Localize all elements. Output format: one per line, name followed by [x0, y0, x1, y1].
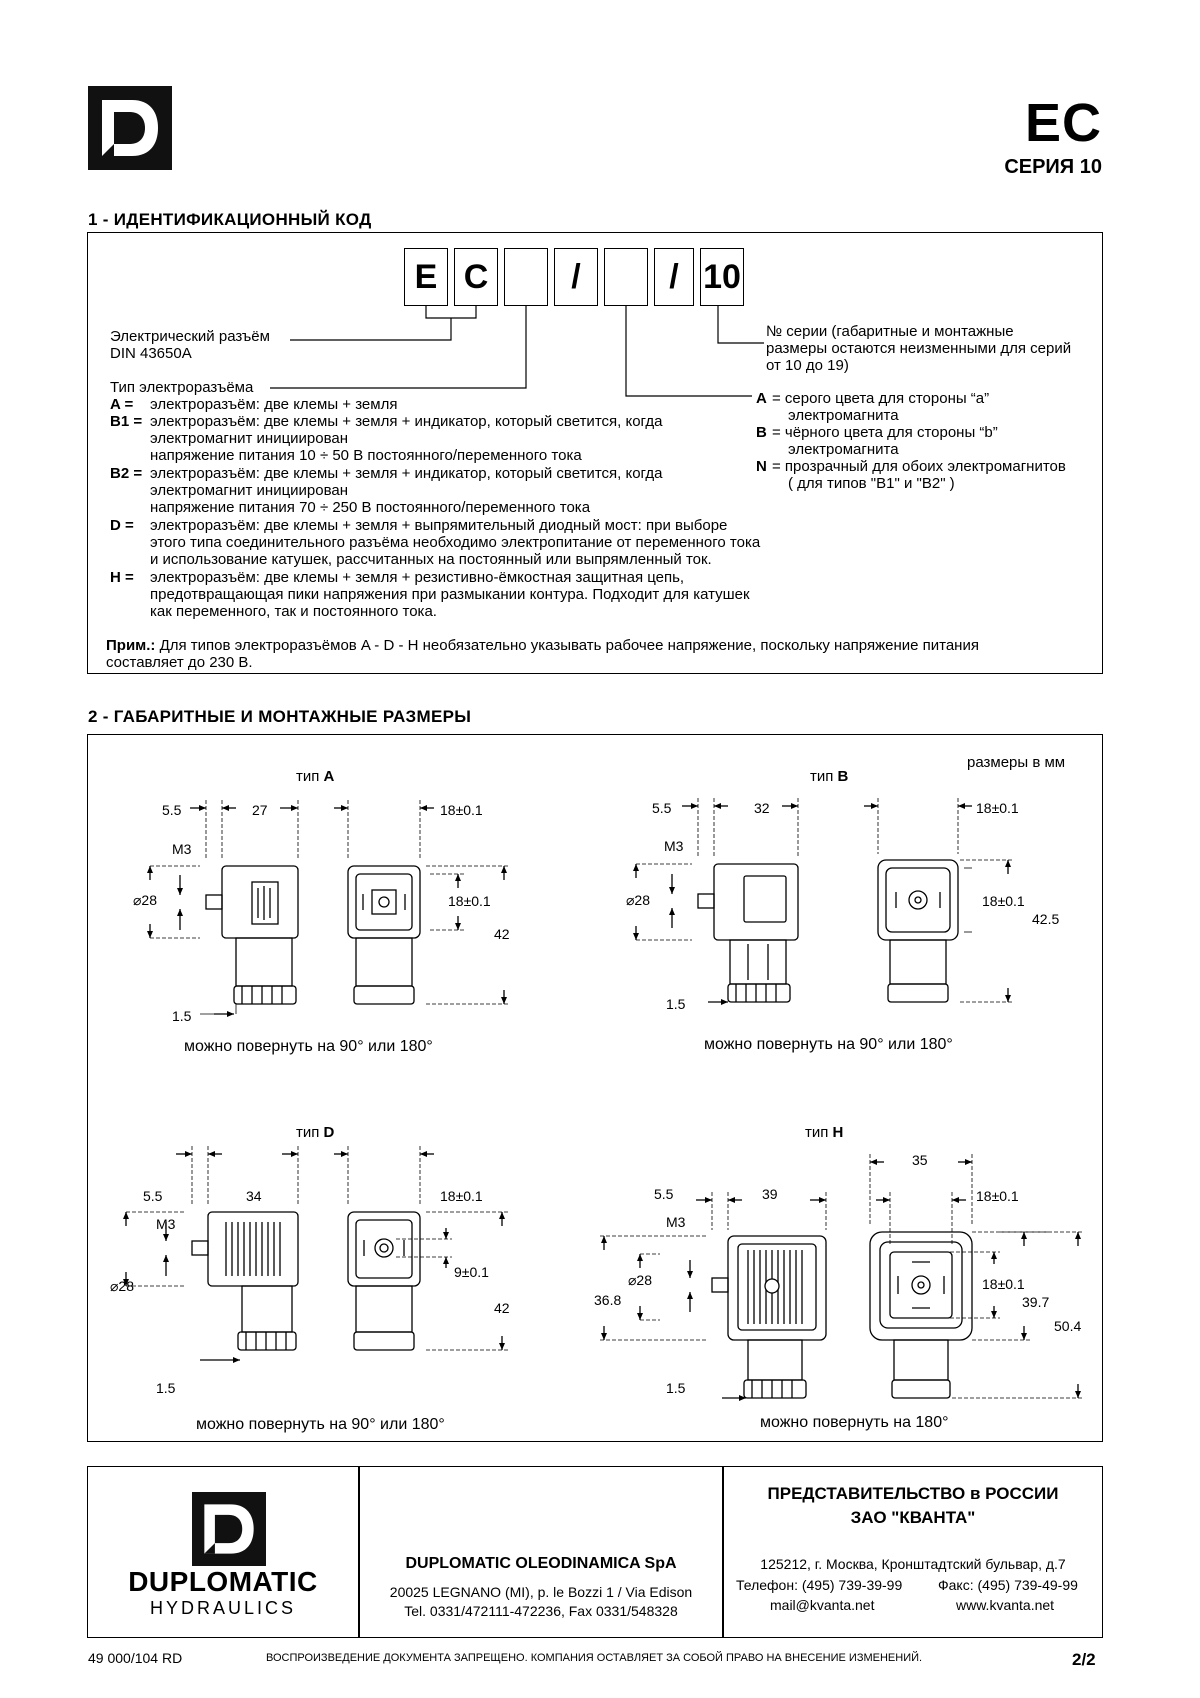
- dim-h-height: 39.7: [1022, 1294, 1050, 1310]
- disclaimer: ВОСПРОИЗВЕДЕНИЕ ДОКУМЕНТА ЗАПРЕЩЕНО. КОМПАНИЯ ОСТАВЛЯЕТ ЗА СОБОЙ ПРАВО НА ВНЕСЕНИЕ ИЗМЕНЕНИЙ.: [266, 1652, 923, 1664]
- type-b2-line: электроразъём: две клемы + земля + индикатор, который светится, когда: [150, 465, 663, 482]
- type-b2-line: электромагнит инициирован: [150, 482, 349, 499]
- dim-d-offset: 5.5: [143, 1188, 163, 1204]
- doc-number: 49 000/104 RD: [88, 1650, 183, 1666]
- brand-subtitle: HYDRAULICS: [149, 1598, 297, 1618]
- series-note-line: от 10 до 19): [766, 357, 849, 374]
- series-note-line: № серии (габаритные и монтажные: [766, 323, 1014, 340]
- type-key-b1: B1 =: [110, 413, 143, 430]
- rep-fax: Факс: (495) 739-49-99: [938, 1577, 1078, 1593]
- page-number: 2/2: [1072, 1650, 1096, 1669]
- dim-b-dia: ⌀28: [626, 892, 651, 908]
- type-letter: B: [837, 768, 849, 785]
- color-key-n: N: [756, 458, 767, 475]
- units-label: размеры в мм: [967, 754, 1066, 771]
- dim-b-inner: 18±0.1: [982, 893, 1025, 909]
- color-n-line: ( для типов "B1" и "B2" ): [788, 475, 955, 492]
- note-text: Для типов электроразъёмов A - D - H необязательно указывать рабочее напряжение, поскольку напряжение питания: [155, 637, 979, 654]
- dim-h-top: 35: [912, 1152, 928, 1168]
- dim-a-width: 27: [252, 802, 268, 818]
- code-cell-2: C: [454, 248, 498, 306]
- caption-type-d: можно повернуть на 90° или 180°: [196, 1416, 445, 1433]
- connector-label-1: Электрический разъём: [110, 328, 270, 345]
- type-d-line: электроразъём: две клемы + земля + выпрямительный диодный мост: при выборе: [150, 517, 728, 534]
- duplomatic-logo-icon: [192, 1492, 266, 1566]
- type-b1-line: электроразъём: две клемы + земля + индикатор, который светится, когда: [150, 413, 663, 430]
- dim-h-offset: 5.5: [654, 1186, 674, 1202]
- note-label: Прим.:: [106, 637, 156, 654]
- type-d-line: этого типа соединительного разъёма необходимо электропитание от переменного тока: [150, 534, 761, 551]
- color-key-a: A: [756, 390, 767, 407]
- dim-d-width: 34: [246, 1188, 262, 1204]
- dim-d-base: 1.5: [156, 1380, 176, 1396]
- type-b1-line: напряжение питания 10 ÷ 50 В постоянного/переменного тока: [150, 447, 582, 464]
- color-key-b: B: [756, 424, 767, 441]
- section1-note-cont: составляет до 230 В.: [106, 654, 253, 671]
- dim-d-dia: ⌀28: [110, 1278, 135, 1294]
- drawing-type-b: [636, 798, 1014, 1002]
- dim-h-thread: M3: [666, 1214, 686, 1230]
- code-cell-7: 10: [700, 248, 744, 306]
- color-a-line: = серого цвета для стороны “a”: [772, 390, 990, 407]
- dim-a-offset: 5.5: [162, 802, 182, 818]
- series-label: СЕРИЯ 10: [1004, 156, 1102, 178]
- type-letter: A: [323, 768, 335, 785]
- dim-h-side-height: 36.8: [594, 1292, 622, 1308]
- brand-name: DUPLOMATIC: [128, 1566, 318, 1597]
- dim-a-thread: M3: [172, 841, 192, 857]
- type-b1-line: электромагнит инициирован: [150, 430, 349, 447]
- section1-title: 1 - ИДЕНТИФИКАЦИОННЫЙ КОД: [88, 210, 372, 229]
- type-key-d: D =: [110, 517, 134, 534]
- dim-h-dia: ⌀28: [628, 1272, 653, 1288]
- type-b2-line: напряжение питания 70 ÷ 250 В постоянного/переменного тока: [150, 499, 591, 516]
- color-b-line: = чёрного цвета для стороны “b”: [772, 424, 998, 441]
- code-cell-1: E: [404, 248, 448, 306]
- type-key-h: H =: [110, 569, 134, 586]
- dim-a-front-width: 18±0.1: [440, 802, 483, 818]
- rep-company: ЗАО "КВАНТА": [850, 1508, 976, 1527]
- type-h-line: как переменного, так и постоянного тока.: [150, 603, 437, 620]
- type-a-line: электроразъём: две клемы + земля: [150, 396, 398, 413]
- rep-address: 125212, г. Москва, Кронштадтский бульвар, д.7: [760, 1556, 1066, 1572]
- dim-b-base: 1.5: [666, 996, 686, 1012]
- company-name: DUPLOMATIC OLEODINAMICA SpA: [405, 1555, 677, 1572]
- caption-type-b: можно повернуть на 90° или 180°: [704, 1036, 953, 1053]
- color-a-line: электромагнита: [788, 407, 899, 424]
- type-h-line: электроразъём: две клемы + земля + резистивно-ёмкостная защитная цепь,: [150, 569, 685, 586]
- type-prefix: тип: [805, 1124, 829, 1141]
- dim-a-base: 1.5: [172, 1008, 192, 1024]
- type-key-a: A =: [110, 396, 134, 413]
- type-letter: H: [832, 1124, 844, 1141]
- code-cell-4: /: [554, 248, 598, 306]
- dim-h-front-width: 18±0.1: [976, 1188, 1019, 1204]
- type-prefix: тип: [296, 1124, 320, 1141]
- dim-h-base: 1.5: [666, 1380, 686, 1396]
- dim-h-inner: 18±0.1: [982, 1276, 1025, 1292]
- page-title: EC: [1024, 93, 1102, 153]
- drawing-type-d: [126, 1146, 508, 1360]
- type-prefix: тип: [296, 768, 320, 785]
- caption-type-a: можно повернуть на 90° или 180°: [184, 1038, 433, 1055]
- type-letter: D: [323, 1124, 335, 1141]
- dim-d-front-width: 18±0.1: [440, 1188, 483, 1204]
- dim-d-thread: M3: [156, 1216, 176, 1232]
- dim-h-width: 39: [762, 1186, 778, 1202]
- rep-title: ПРЕДСТАВИТЕЛЬСТВО в РОССИИ: [767, 1484, 1059, 1503]
- rep-website[interactable]: www.kvanta.net: [956, 1597, 1055, 1613]
- dim-a-dia: ⌀28: [133, 892, 158, 908]
- type-prefix: тип: [810, 768, 834, 785]
- type-title: Тип электроразъёма: [110, 379, 254, 396]
- dim-a-inner: 18±0.1: [448, 893, 491, 909]
- dim-b-offset: 5.5: [652, 800, 672, 816]
- rep-phone: Телефон: (495) 739-39-99: [736, 1577, 903, 1593]
- dim-b-front-width: 18±0.1: [976, 800, 1019, 816]
- color-b-line: электромагнита: [788, 441, 899, 458]
- connector-label-2: DIN 43650A: [110, 345, 192, 362]
- color-n-line: = прозрачный для обоих электромагнитов: [772, 458, 1066, 475]
- dim-d-inner: 9±0.1: [454, 1264, 489, 1280]
- type-d-line: и использование катушек, рассчитанных на постоянный или выпрямленный ток.: [150, 551, 712, 568]
- dim-b-thread: M3: [664, 838, 684, 854]
- dim-b-width: 32: [754, 800, 770, 816]
- dim-b-height: 42.5: [1032, 911, 1060, 927]
- type-key-b2: B2 =: [110, 465, 143, 482]
- type-h-line: предотвращающая пики напряжения при размыкании контура. Подходит для катушек: [150, 586, 750, 603]
- dim-h-total-height: 50.4: [1054, 1318, 1082, 1334]
- company-phone: Tel. 0331/472111-472236, Fax 0331/548328: [404, 1603, 678, 1619]
- rep-email[interactable]: mail@kvanta.net: [770, 1597, 875, 1613]
- series-note-line: размеры остаются неизменными для серий: [766, 340, 1072, 357]
- company-address: 20025 LEGNANO (MI), p. le Bozzi 1 / Via Edison: [389, 1584, 693, 1600]
- dim-a-height: 42: [494, 926, 510, 942]
- caption-type-h: можно повернуть на 180°: [760, 1414, 949, 1431]
- dim-d-height: 42: [494, 1300, 510, 1316]
- code-cell-6: /: [654, 248, 694, 306]
- section2-title: 2 - ГАБАРИТНЫЕ И МОНТАЖНЫЕ РАЗМЕРЫ: [88, 707, 472, 726]
